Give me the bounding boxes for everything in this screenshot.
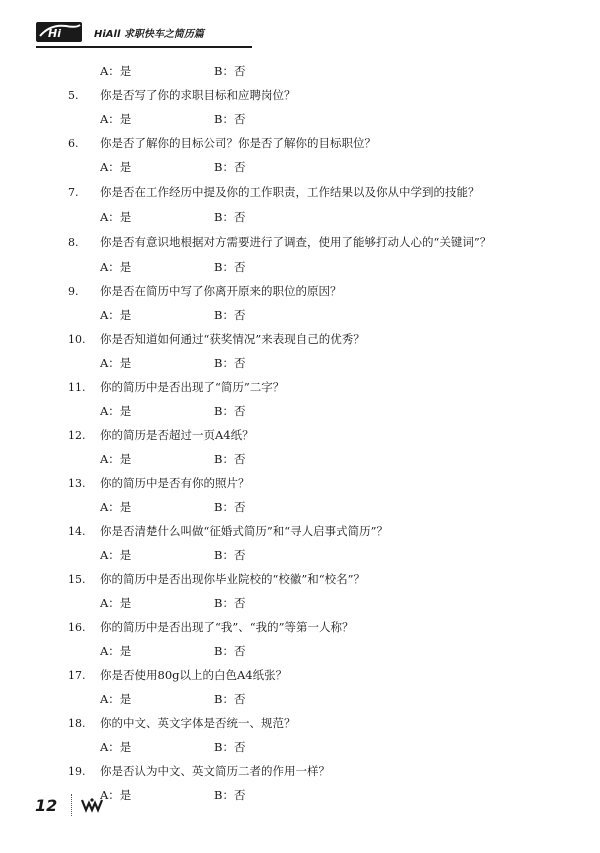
option-a: A：是 [100, 644, 132, 658]
question-text: 你是否认为中文、英文简历二者的作用一样？ [100, 764, 330, 778]
question-number: 7. [68, 186, 79, 199]
option-b: B：否 [214, 788, 246, 802]
question-text: 你是否使用80g以上的白色A4纸张？ [100, 668, 288, 682]
option-b: B：否 [214, 260, 246, 274]
hiall-logo-icon [36, 20, 86, 44]
question-number: 15. [68, 573, 86, 586]
question-number: 6. [68, 137, 79, 150]
question-number: 14. [68, 525, 86, 538]
question-number: 13. [68, 477, 86, 490]
answer-row [68, 498, 538, 517]
answer-row [68, 110, 538, 129]
question-text: 你是否清楚什么叫做“征婚式简历”和“寻人启事式简历”？ [100, 524, 389, 538]
question-row [68, 282, 538, 301]
question-row [68, 86, 538, 105]
question-text: 你是否在工作经历中提及你的工作职责，工作结果以及你从中学到的技能？ [100, 185, 480, 199]
question-text: 你是否写了你的求职目标和应聘岗位？ [100, 88, 296, 102]
option-a: A：是 [100, 308, 132, 322]
question-text: 你的简历中是否出现了“简历”二字？ [100, 380, 285, 394]
answer-row [68, 546, 538, 565]
question-row [68, 522, 538, 541]
question-text: 你是否知道如何通过“获奖情况”来表现自己的优秀？ [100, 332, 365, 346]
answer-row [68, 306, 538, 325]
answer-row [68, 738, 538, 757]
answer-row [68, 642, 538, 661]
option-b: B：否 [214, 64, 246, 78]
question-number: 10. [68, 333, 86, 346]
answer-row [68, 258, 538, 277]
option-a: A：是 [100, 500, 132, 514]
answer-row [68, 62, 538, 81]
option-b: B：否 [214, 500, 246, 514]
option-b: B：否 [214, 596, 246, 610]
answer-row [68, 450, 538, 469]
question-row [68, 330, 538, 349]
option-a: A：是 [100, 548, 132, 562]
question-number: 19. [68, 765, 86, 778]
answer-row [68, 158, 538, 177]
option-a: A：是 [100, 160, 132, 174]
question-text: 你是否有意识地根据对方需要进行了调查，使用了能够打动人心的“关键词”？ [100, 235, 492, 249]
question-row [68, 134, 538, 153]
option-a: A：是 [100, 210, 132, 224]
svg-text:Hi: Hi [48, 27, 61, 40]
question-text: 你的中文、英文字体是否统一、规范？ [100, 716, 296, 730]
question-number: 9. [68, 285, 79, 298]
option-b: B：否 [214, 308, 246, 322]
answer-row [68, 786, 538, 805]
answer-row [68, 402, 538, 421]
answer-row [68, 594, 538, 613]
option-a: A：是 [100, 356, 132, 370]
question-text: 你的简历是否超过一页A4纸？ [100, 428, 254, 442]
question-text: 你的简历中是否出现你毕业院校的“校徽”和“校名”？ [100, 572, 366, 586]
option-b: B：否 [214, 644, 246, 658]
question-row [68, 474, 538, 493]
question-text: 你的简历中是否出现了“我”、“我的”等第一人称？ [100, 620, 354, 634]
option-a: A：是 [100, 260, 132, 274]
footer-divider [71, 794, 74, 816]
question-number: 18. [68, 717, 86, 730]
header-title: HiAll 求职快车之简历篇 [94, 29, 204, 40]
question-row [68, 378, 538, 397]
publisher-mark-icon [80, 797, 104, 813]
question-row [68, 426, 538, 445]
answer-row [68, 354, 538, 373]
option-b: B：否 [214, 112, 246, 126]
option-b: B：否 [214, 692, 246, 706]
answer-row [68, 690, 538, 709]
option-b: B：否 [214, 210, 246, 224]
question-number: 16. [68, 621, 86, 634]
question-row [68, 714, 538, 733]
question-row [68, 618, 538, 637]
question-row [68, 666, 538, 685]
question-number: 11. [68, 381, 86, 394]
question-number: 8. [68, 236, 79, 249]
option-a: A：是 [100, 692, 132, 706]
option-b: B：否 [214, 452, 246, 466]
option-a: A：是 [100, 788, 132, 802]
option-b: B：否 [214, 356, 246, 370]
option-a: A：是 [100, 740, 132, 754]
question-text: 你是否在简历中写了你离开原来的职位的原因？ [100, 284, 342, 298]
question-text: 你是否了解你的目标公司？你是否了解你的目标职位？ [100, 136, 376, 150]
running-header [36, 20, 286, 44]
option-a: A：是 [100, 64, 132, 78]
option-a: A：是 [100, 112, 132, 126]
questionnaire [68, 62, 538, 810]
option-b: B：否 [214, 740, 246, 754]
answer-row [68, 208, 538, 227]
question-number: 12. [68, 429, 86, 442]
question-text: 你的简历中是否有你的照片？ [100, 476, 250, 490]
page-number: 12 [35, 796, 58, 815]
option-a: A：是 [100, 596, 132, 610]
option-b: B：否 [214, 404, 246, 418]
question-number: 17. [68, 669, 86, 682]
option-a: A：是 [100, 404, 132, 418]
question-row [68, 232, 538, 253]
option-a: A：是 [100, 452, 132, 466]
option-b: B：否 [214, 160, 246, 174]
option-b: B：否 [214, 548, 246, 562]
question-row [68, 182, 538, 203]
question-number: 5. [68, 89, 79, 102]
question-row [68, 762, 538, 781]
question-row [68, 570, 538, 589]
header-rule [36, 46, 252, 48]
